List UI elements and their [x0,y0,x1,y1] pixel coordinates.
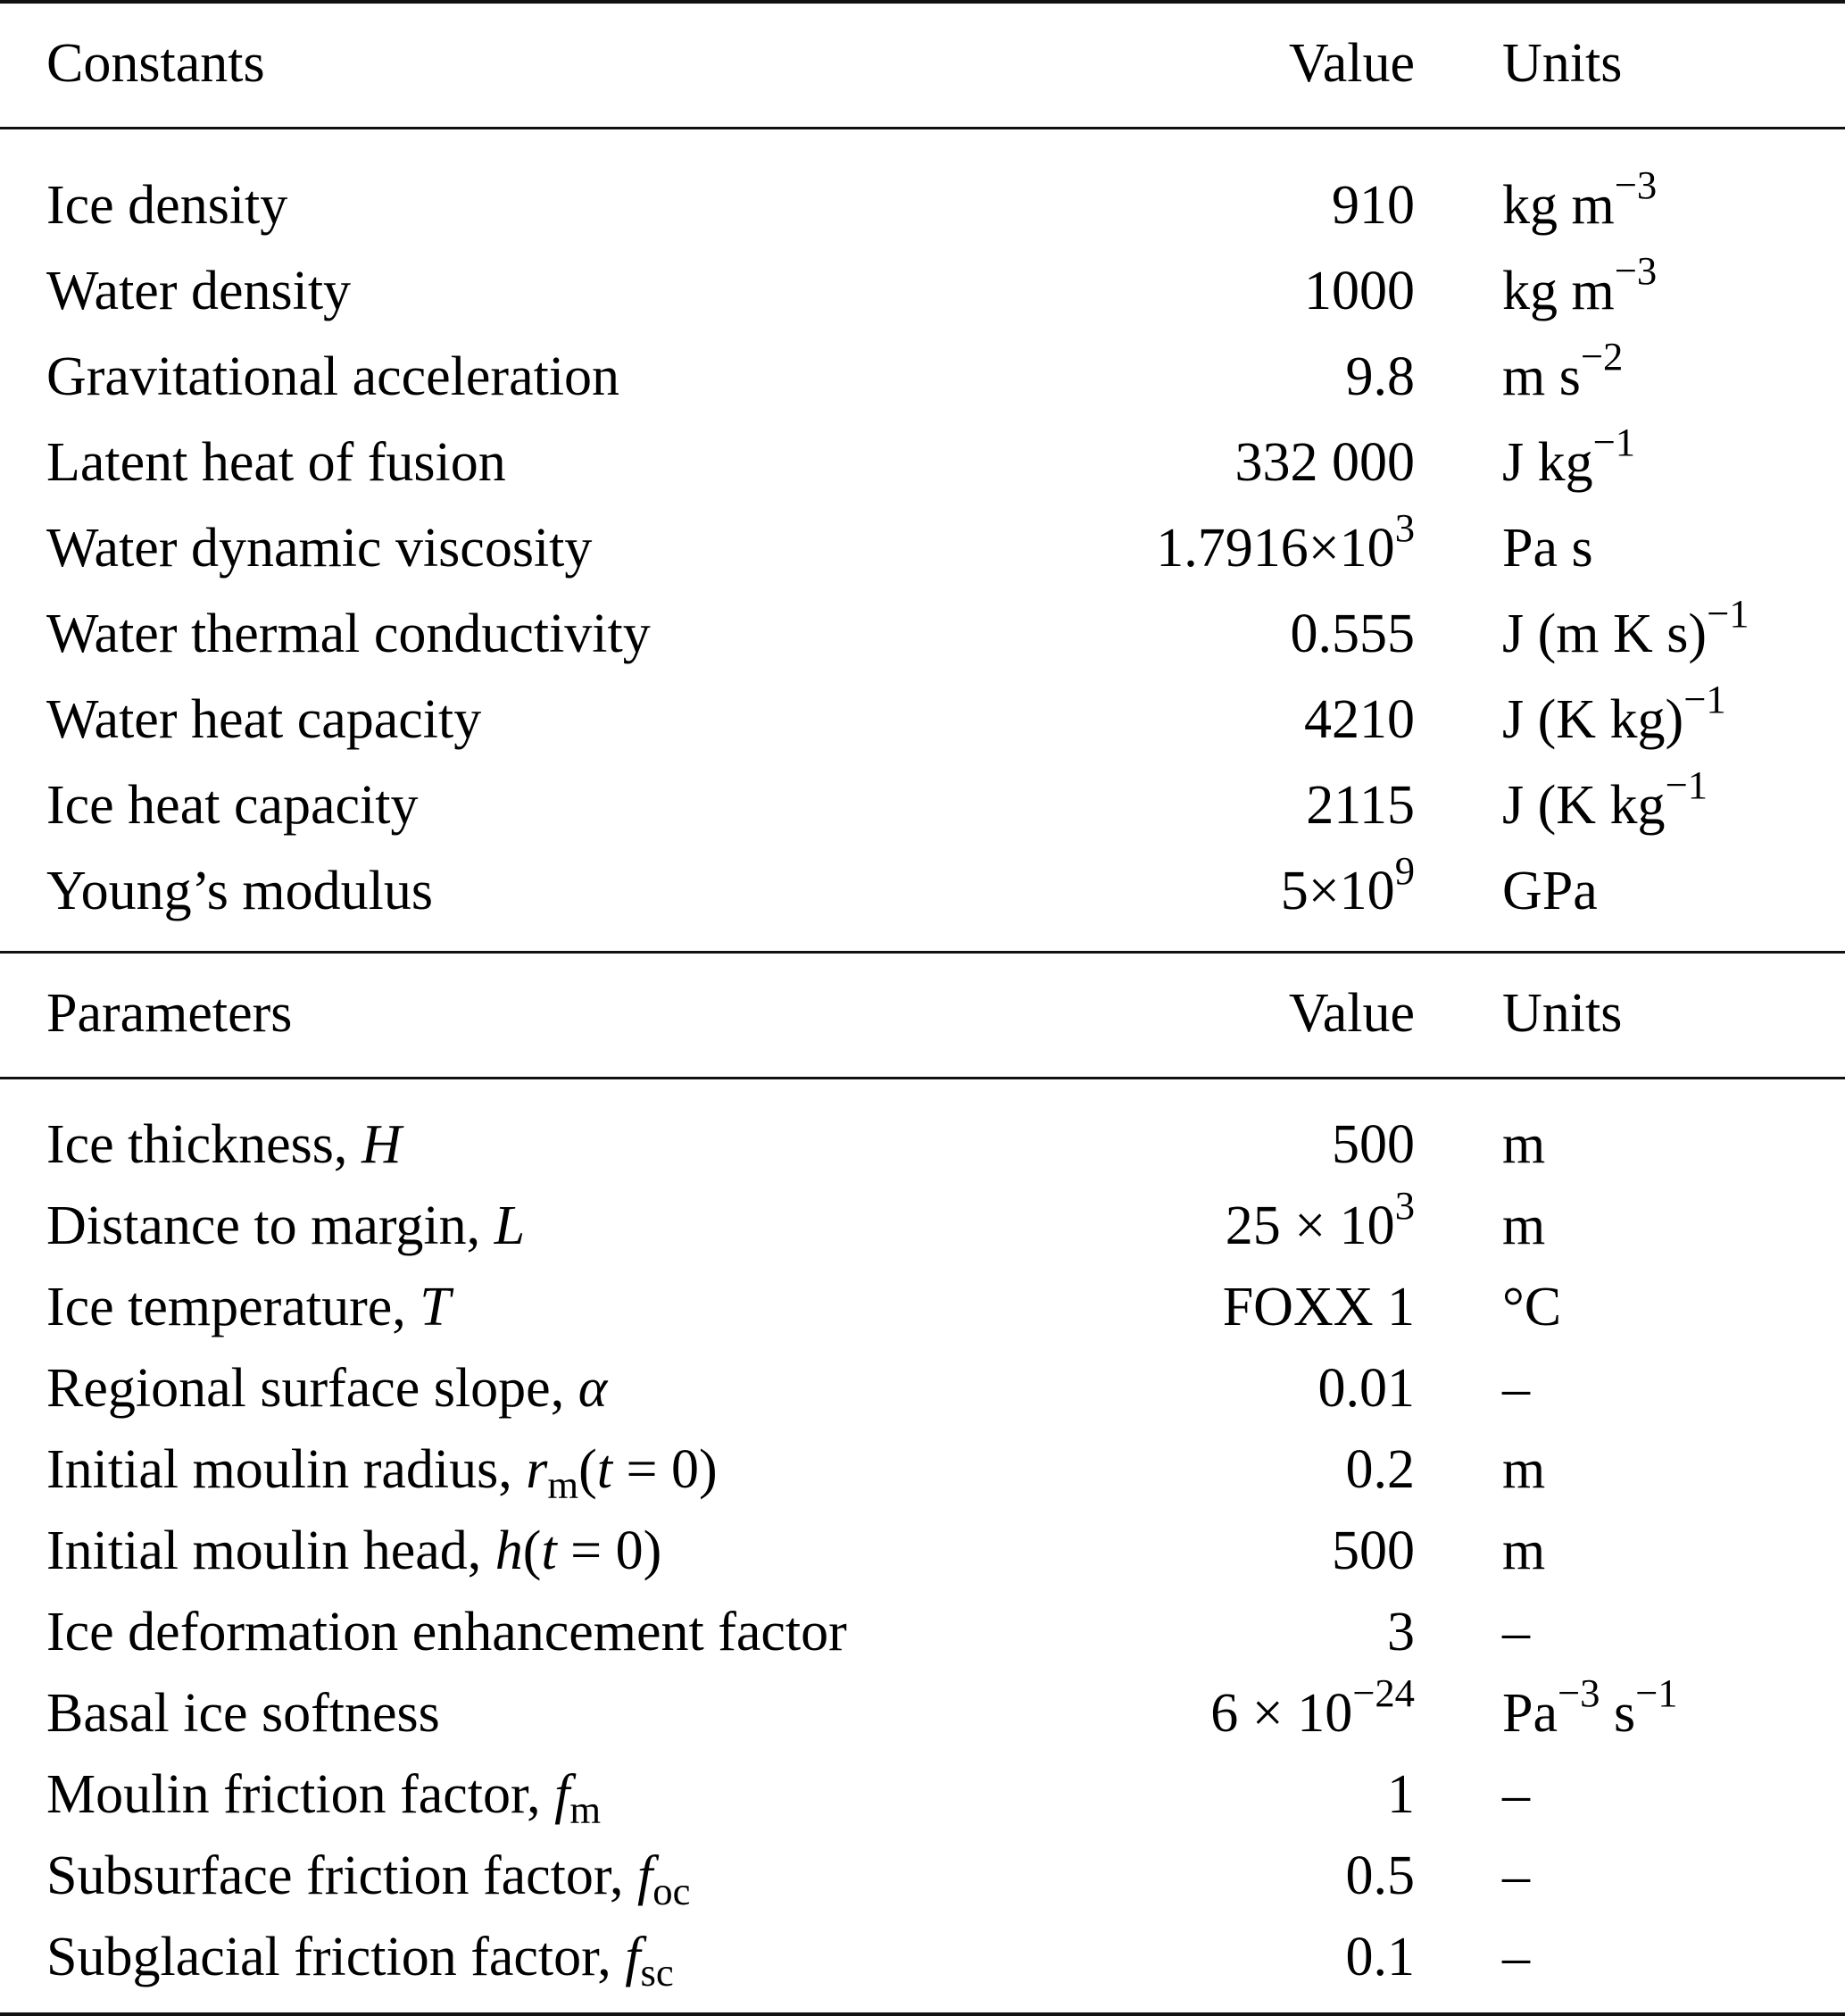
text-segment: ( [578,1439,597,1500]
value-cell [1304,689,1415,750]
label-cell [46,1520,662,1581]
math-symbol: r [526,1439,548,1500]
value-cell [1291,606,1416,662]
label-cell [46,1439,718,1508]
text-segment: Young’s modulus [46,861,434,921]
value-cell [1317,1358,1416,1419]
superscript: −1 [1635,1670,1678,1716]
label-cell [46,1114,402,1175]
text-segment: Water density [46,261,352,321]
superscript: −3 [1614,248,1658,294]
text-segment: 500 [1332,1520,1415,1581]
units-cell [1502,1195,1546,1256]
label-cell [46,518,593,579]
text-segment: GPa [1502,861,1598,921]
units-cell [1502,1358,1530,1419]
value-cell [1288,33,1415,94]
label-cell [46,1927,674,1995]
value-cell [1234,432,1416,493]
text-segment: 1 [1387,1764,1415,1825]
table-row [0,847,1845,933]
label-cell [46,1683,440,1744]
text-segment: m [1502,1114,1546,1175]
text-segment: 3 [1387,1602,1415,1662]
value-cell [1225,1183,1415,1256]
text-segment: Pa s [1502,518,1593,579]
label-cell [46,263,351,319]
table-row [0,1426,1845,1507]
text-segment: Units [1502,33,1623,94]
text-segment: J kg [1502,432,1593,493]
text-segment: 910 [1332,175,1415,236]
text-segment: Parameters [46,983,293,1044]
text-segment: Ice density [46,175,288,236]
text-segment: 2115 [1306,775,1415,836]
math-symbol: t [596,1439,613,1500]
text-segment: 332 000 [1234,432,1415,493]
units-cell [1502,1670,1678,1744]
text-segment: Water dynamic viscosity [46,518,593,579]
math-symbol: L [494,1195,526,1256]
units-cell [1502,863,1598,919]
label-cell [46,432,506,493]
label-cell [46,346,620,407]
label-cell [46,606,651,662]
bottom-rule [0,2012,1845,2016]
superscript: −3 [1558,1670,1600,1716]
math-symbol: f [637,1845,653,1906]
subscript: m [569,1787,602,1833]
parameters-header-row [0,970,1845,1055]
subscript: m [547,1462,579,1508]
label-cell [46,175,288,236]
text-segment: 0.555 [1290,604,1415,664]
text-segment: J (K kg [1502,775,1666,836]
text-segment: – [1502,1358,1530,1419]
text-segment: 1.7916×10 [1156,518,1395,579]
constants-section [0,4,1845,951]
text-segment: kg m [1502,261,1615,321]
math-symbol: α [578,1358,608,1419]
units-cell [1502,1439,1546,1500]
units-cell [1502,1604,1530,1660]
label-cell [46,1764,602,1833]
text-segment: Water heat capacity [46,689,482,750]
table-row [0,1670,1845,1751]
units-cell [1502,518,1593,579]
value-cell [1332,175,1415,236]
superscript: −1 [1665,762,1708,808]
table-row [0,1913,1845,1995]
text-segment: Initial moulin radius, [46,1439,527,1500]
value-cell [1156,505,1415,579]
parameters-body [0,1101,1845,1995]
text-segment: 500 [1332,1114,1415,1175]
value-cell [1280,848,1415,921]
text-segment: 9.8 [1345,346,1415,407]
text-segment: J (m K s) [1502,604,1708,664]
value-cell [1332,1520,1415,1581]
constants-body [0,162,1845,933]
label-cell [46,863,433,919]
value-cell [1223,1279,1415,1335]
text-segment: Ice deformation enhancement factor [46,1602,847,1662]
text-segment: Water thermal conductivity [46,604,651,664]
subscript: oc [652,1869,691,1914]
text-segment: Regional surface slope, [46,1358,578,1419]
text-segment: 25 × 10 [1225,1195,1395,1256]
superscript: 9 [1394,848,1415,894]
value-cell [1387,1604,1415,1660]
text-segment: – [1502,1927,1530,1987]
label-cell [46,1195,526,1256]
text-segment: 1000 [1304,261,1415,321]
value-cell [1288,983,1415,1044]
text-segment: 0.1 [1345,1927,1415,1987]
table-row [0,1345,1845,1426]
text-segment: Subglacial friction factor, [46,1927,626,1987]
table-row [0,333,1845,419]
text-segment: Subsurface friction factor, [46,1845,638,1906]
text-segment: FOXX 1 [1222,1277,1415,1337]
constants-header-row [0,20,1845,105]
superscript: 3 [1394,1183,1415,1229]
superscript: −2 [1580,334,1624,379]
superscript: −1 [1592,420,1636,465]
text-segment: kg m [1502,175,1615,236]
units-cell [1502,334,1624,407]
superscript: −24 [1352,1670,1415,1716]
text-segment: Gravitational acceleration [46,346,620,407]
units-cell [1502,1520,1546,1581]
units-cell [1502,1764,1530,1825]
text-segment: Moulin friction factor, [46,1764,555,1825]
units-cell [1502,33,1623,94]
superscript: −1 [1683,677,1726,722]
superscript: −1 [1707,591,1749,637]
units-cell [1502,248,1658,321]
table-row [0,1751,1845,1832]
text-segment: °C [1502,1277,1562,1337]
text-segment: Initial moulin head, [46,1520,495,1581]
units-cell [1502,162,1658,236]
text-segment: 0.01 [1317,1358,1415,1419]
text-segment: Units [1502,983,1623,1044]
units-cell [1502,762,1708,836]
text-segment: m [1502,1439,1546,1500]
value-cell [1345,1439,1416,1500]
units-cell [1502,420,1636,493]
text-segment: 0.5 [1345,1845,1415,1906]
label-cell [46,983,293,1044]
text-segment: Ice temperature, [46,1277,420,1337]
text-segment: Pa [1502,1683,1558,1744]
units-cell [1502,1929,1530,1985]
value-cell [1345,1845,1416,1906]
units-cell [1502,677,1726,750]
value-cell [1210,1670,1415,1744]
table-row [0,762,1845,847]
label-cell [46,689,482,750]
math-symbol: T [420,1277,451,1337]
text-segment: 6 × 10 [1210,1683,1353,1744]
superscript: −3 [1614,162,1658,208]
text-segment: Value [1288,33,1415,94]
table-row [0,1263,1845,1345]
label-cell [46,1358,608,1419]
text-segment: Ice thickness, [46,1114,362,1175]
units-cell [1502,591,1749,664]
table-row [0,162,1845,247]
label-cell [46,1604,847,1660]
text-segment: s [1600,1683,1636,1744]
table-row [0,1832,1845,1913]
math-symbol: t [541,1520,557,1581]
math-symbol: H [361,1114,402,1175]
text-segment: – [1502,1764,1530,1825]
math-symbol: f [625,1927,641,1987]
text-segment: – [1502,1602,1530,1662]
text-segment: J (K kg) [1502,689,1684,750]
units-cell [1502,983,1623,1044]
value-cell [1346,1929,1416,1985]
text-segment: Value [1288,983,1415,1044]
text-segment: 4210 [1304,689,1415,750]
table-row [0,676,1845,762]
table-row [0,590,1845,676]
text-segment: Basal ice softness [46,1683,440,1744]
label-cell [46,775,419,836]
table-row [0,1588,1845,1670]
units-cell [1502,1114,1546,1175]
table-row [0,1182,1845,1263]
units-cell [1502,1279,1561,1335]
text-segment: Constants [46,33,265,94]
label-cell [46,1845,691,1914]
text-segment: = 0) [612,1439,718,1500]
subscript: sc [640,1950,674,1995]
value-cell [1304,263,1415,319]
label-cell [46,33,265,94]
text-segment: = 0) [556,1520,662,1581]
text-segment: ( [522,1520,542,1581]
text-segment: – [1502,1845,1530,1906]
text-segment: m s [1502,346,1581,407]
text-segment: Latent heat of fusion [46,432,506,493]
value-cell [1387,1764,1415,1825]
text-segment: 0.2 [1345,1439,1415,1500]
superscript: 3 [1394,505,1415,551]
units-cell [1502,1845,1530,1906]
table-row [0,1101,1845,1182]
text-segment: Ice heat capacity [46,775,419,836]
text-segment: 5×10 [1280,861,1395,921]
text-segment: m [1502,1195,1546,1256]
label-cell [46,1279,451,1335]
text-segment: Distance to margin, [46,1195,494,1256]
table-row [0,419,1845,504]
table-row [0,504,1845,590]
value-cell [1306,775,1415,836]
math-symbol: h [494,1520,523,1581]
table-row [0,1507,1845,1588]
math-symbol: f [554,1764,570,1825]
text-segment: m [1502,1520,1546,1581]
value-cell [1332,1114,1415,1175]
table-row [0,247,1845,333]
value-cell [1345,346,1416,407]
parameters-section [0,954,1845,2012]
